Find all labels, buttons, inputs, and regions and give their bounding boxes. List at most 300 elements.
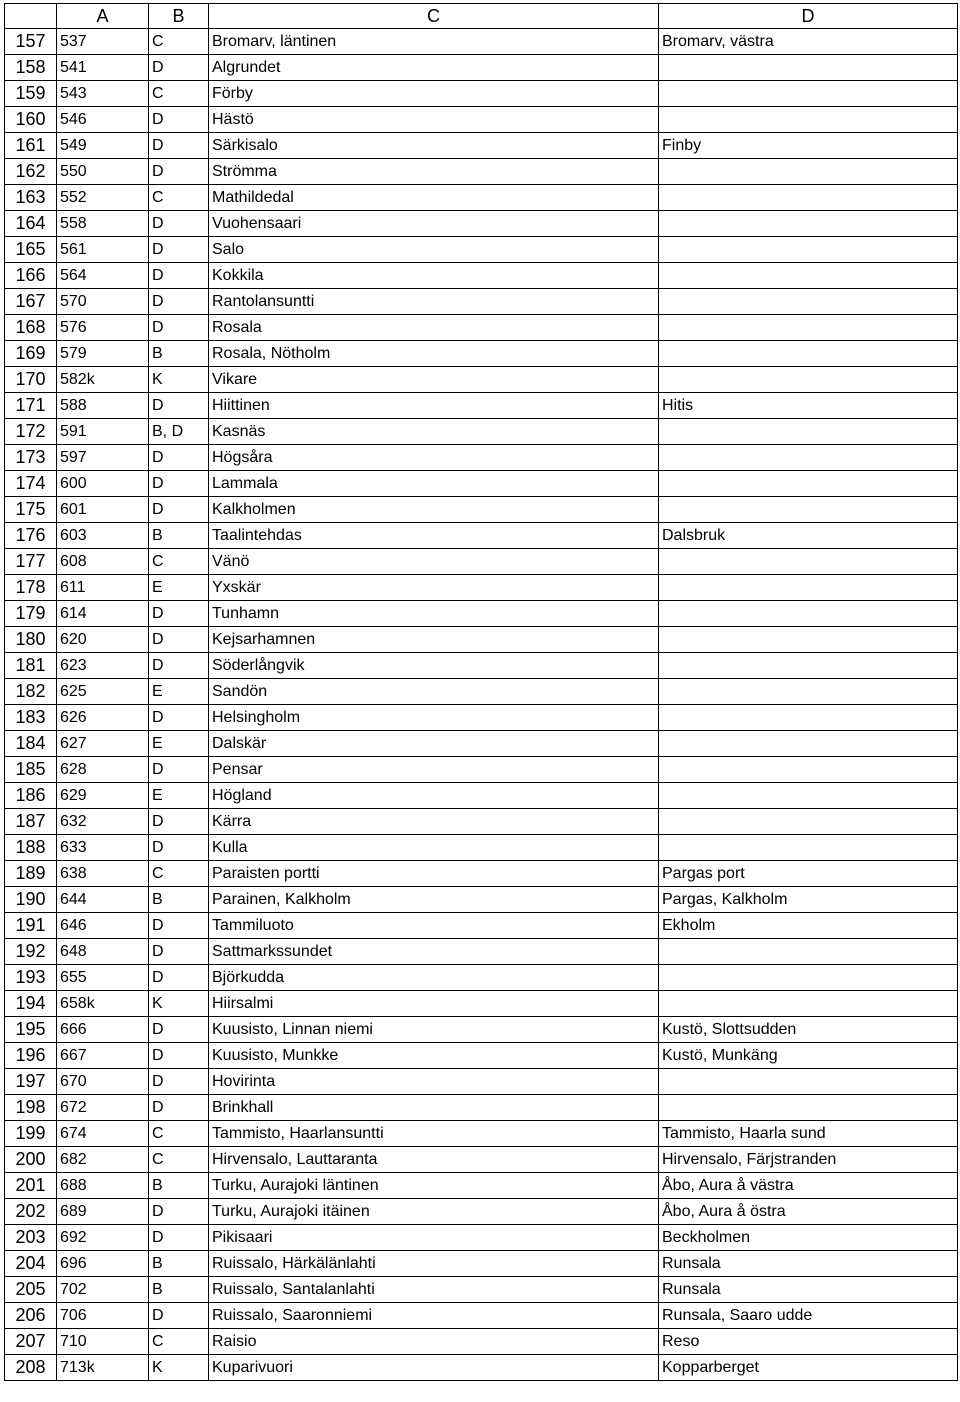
cell-d[interactable]: Pargas port [659, 861, 958, 887]
cell-c[interactable]: Algrundet [209, 55, 659, 81]
cell-c[interactable]: Kalkholmen [209, 497, 659, 523]
row-number[interactable]: 168 [5, 315, 57, 341]
cell-a[interactable]: 601 [57, 497, 149, 523]
cell-b[interactable]: E [149, 575, 209, 601]
cell-c[interactable]: Kuusisto, Linnan niemi [209, 1017, 659, 1043]
cell-d[interactable] [659, 627, 958, 653]
cell-c[interactable]: Tammisto, Haarlansuntti [209, 1121, 659, 1147]
table-row [5, 471, 958, 497]
row-number[interactable]: 198 [5, 1095, 57, 1121]
cell-d[interactable] [659, 289, 958, 315]
cell-d[interactable] [659, 939, 958, 965]
row-number[interactable]: 208 [5, 1355, 57, 1381]
cell-d[interactable] [659, 211, 958, 237]
cell-d[interactable] [659, 731, 958, 757]
cell-b[interactable]: D [149, 809, 209, 835]
table-row [5, 1329, 958, 1355]
cell-d[interactable] [659, 835, 958, 861]
table-row [5, 185, 958, 211]
cell-a[interactable]: 658k [57, 991, 149, 1017]
cell-c[interactable]: Vuohensaari [209, 211, 659, 237]
cell-a[interactable]: 579 [57, 341, 149, 367]
cell-b[interactable]: K [149, 991, 209, 1017]
cell-a[interactable]: 689 [57, 1199, 149, 1225]
column-header-a[interactable]: A [57, 4, 149, 29]
row-number[interactable]: 202 [5, 1199, 57, 1225]
cell-c[interactable]: Ruissalo, Saaronniemi [209, 1303, 659, 1329]
cell-c[interactable]: Rosala [209, 315, 659, 341]
cell-d[interactable] [659, 679, 958, 705]
cell-d[interactable]: Runsala, Saaro udde [659, 1303, 958, 1329]
cell-c[interactable]: Turku, Aurajoki itäinen [209, 1199, 659, 1225]
cell-b[interactable]: D [149, 1199, 209, 1225]
table-row [5, 757, 958, 783]
row-number[interactable]: 203 [5, 1225, 57, 1251]
cell-d[interactable] [659, 107, 958, 133]
cell-c[interactable]: Strömma [209, 159, 659, 185]
row-number[interactable]: 167 [5, 289, 57, 315]
cell-a[interactable]: 549 [57, 133, 149, 159]
cell-a[interactable]: 706 [57, 1303, 149, 1329]
table-row [5, 1043, 958, 1069]
row-number[interactable]: 159 [5, 81, 57, 107]
cell-b[interactable]: D [149, 497, 209, 523]
cell-a[interactable]: 620 [57, 627, 149, 653]
cell-a[interactable]: 550 [57, 159, 149, 185]
table-row [5, 367, 958, 393]
cell-d[interactable] [659, 341, 958, 367]
cell-b[interactable]: K [149, 367, 209, 393]
cell-b[interactable]: B [149, 1173, 209, 1199]
row-number[interactable]: 206 [5, 1303, 57, 1329]
cell-b[interactable]: C [149, 861, 209, 887]
row-number[interactable]: 199 [5, 1121, 57, 1147]
cell-d[interactable] [659, 653, 958, 679]
cell-b[interactable]: D [149, 705, 209, 731]
cell-c[interactable]: Taalintehdas [209, 523, 659, 549]
row-number[interactable]: 158 [5, 55, 57, 81]
table-row [5, 1277, 958, 1303]
row-number[interactable]: 170 [5, 367, 57, 393]
cell-d[interactable] [659, 55, 958, 81]
cell-b[interactable]: D [149, 1017, 209, 1043]
cell-b[interactable]: D [149, 1095, 209, 1121]
cell-d[interactable]: Kopparberget [659, 1355, 958, 1381]
cell-b[interactable]: C [149, 1329, 209, 1355]
cell-c[interactable]: Hästö [209, 107, 659, 133]
cell-a[interactable]: 672 [57, 1095, 149, 1121]
cell-a[interactable]: 666 [57, 1017, 149, 1043]
cell-a[interactable]: 608 [57, 549, 149, 575]
row-number[interactable]: 174 [5, 471, 57, 497]
cell-d[interactable] [659, 549, 958, 575]
cell-d[interactable] [659, 991, 958, 1017]
cell-d[interactable] [659, 263, 958, 289]
cell-b[interactable]: D [149, 939, 209, 965]
cell-c[interactable]: Pikisaari [209, 1225, 659, 1251]
cell-b[interactable]: D [149, 1225, 209, 1251]
corner-cell[interactable] [5, 4, 57, 29]
cell-c[interactable]: Kokkila [209, 263, 659, 289]
cell-c[interactable]: Hiittinen [209, 393, 659, 419]
row-number[interactable]: 184 [5, 731, 57, 757]
cell-a[interactable]: 588 [57, 393, 149, 419]
cell-c[interactable]: Ruissalo, Santalanlahti [209, 1277, 659, 1303]
cell-b[interactable]: B, D [149, 419, 209, 445]
table-row [5, 809, 958, 835]
table-row [5, 1095, 958, 1121]
cell-a[interactable]: 603 [57, 523, 149, 549]
cell-b[interactable]: D [149, 315, 209, 341]
table-row [5, 783, 958, 809]
cell-c[interactable]: Förby [209, 81, 659, 107]
cell-c[interactable]: Kulla [209, 835, 659, 861]
cell-a[interactable]: 632 [57, 809, 149, 835]
cell-a[interactable]: 644 [57, 887, 149, 913]
column-header-b[interactable]: B [149, 4, 209, 29]
cell-a[interactable]: 546 [57, 107, 149, 133]
cell-a[interactable]: 625 [57, 679, 149, 705]
row-number[interactable]: 196 [5, 1043, 57, 1069]
cell-c[interactable]: Hovirinta [209, 1069, 659, 1095]
cell-c[interactable]: Paraisten portti [209, 861, 659, 887]
cell-b[interactable]: D [149, 1069, 209, 1095]
table-row [5, 237, 958, 263]
row-number[interactable]: 183 [5, 705, 57, 731]
cell-d[interactable] [659, 445, 958, 471]
cell-c[interactable]: Kuusisto, Munkke [209, 1043, 659, 1069]
table-row [5, 601, 958, 627]
table-row [5, 679, 958, 705]
cell-a[interactable]: 627 [57, 731, 149, 757]
row-number[interactable]: 176 [5, 523, 57, 549]
table-row [5, 991, 958, 1017]
cell-b[interactable]: D [149, 211, 209, 237]
cell-a[interactable]: 646 [57, 913, 149, 939]
cell-b[interactable]: B [149, 1277, 209, 1303]
cell-a[interactable]: 667 [57, 1043, 149, 1069]
table-row [5, 81, 958, 107]
row-number[interactable]: 179 [5, 601, 57, 627]
row-number[interactable]: 157 [5, 29, 57, 55]
cell-d[interactable] [659, 1069, 958, 1095]
cell-d[interactable]: Kustö, Munkäng [659, 1043, 958, 1069]
table-row [5, 1121, 958, 1147]
cell-d[interactable]: Finby [659, 133, 958, 159]
cell-a[interactable]: 674 [57, 1121, 149, 1147]
cell-a[interactable]: 558 [57, 211, 149, 237]
cell-d[interactable]: Hitis [659, 393, 958, 419]
cell-b[interactable]: D [149, 159, 209, 185]
row-number[interactable]: 189 [5, 861, 57, 887]
cell-c[interactable]: Turku, Aurajoki läntinen [209, 1173, 659, 1199]
cell-c[interactable]: Mathildedal [209, 185, 659, 211]
cell-b[interactable]: D [149, 601, 209, 627]
cell-d[interactable]: Hirvensalo, Färjstranden [659, 1147, 958, 1173]
row-number[interactable]: 172 [5, 419, 57, 445]
cell-a[interactable]: 623 [57, 653, 149, 679]
cell-c[interactable]: Högland [209, 783, 659, 809]
table-row [5, 341, 958, 367]
row-number[interactable]: 181 [5, 653, 57, 679]
cell-c[interactable]: Sattmarkssundet [209, 939, 659, 965]
cell-d[interactable]: Åbo, Aura å västra [659, 1173, 958, 1199]
column-header-row [5, 4, 958, 29]
cell-c[interactable]: Pensar [209, 757, 659, 783]
cell-b[interactable]: C [149, 29, 209, 55]
row-number[interactable]: 182 [5, 679, 57, 705]
cell-a[interactable]: 670 [57, 1069, 149, 1095]
cell-d[interactable] [659, 419, 958, 445]
cell-c[interactable]: Kuparivuori [209, 1355, 659, 1381]
cell-a[interactable]: 591 [57, 419, 149, 445]
row-number[interactable]: 164 [5, 211, 57, 237]
table-row [5, 965, 958, 991]
cell-b[interactable]: D [149, 237, 209, 263]
cell-c[interactable]: Rantolansuntti [209, 289, 659, 315]
table-body [5, 29, 958, 1381]
cell-c[interactable]: Brinkhall [209, 1095, 659, 1121]
row-number[interactable]: 193 [5, 965, 57, 991]
cell-b[interactable]: D [149, 835, 209, 861]
row-number[interactable]: 204 [5, 1251, 57, 1277]
cell-a[interactable]: 570 [57, 289, 149, 315]
cell-c[interactable]: Salo [209, 237, 659, 263]
row-number[interactable]: 180 [5, 627, 57, 653]
row-number[interactable]: 165 [5, 237, 57, 263]
cell-b[interactable]: D [149, 107, 209, 133]
cell-d[interactable]: Tammisto, Haarla sund [659, 1121, 958, 1147]
cell-d[interactable]: Reso [659, 1329, 958, 1355]
row-number[interactable]: 205 [5, 1277, 57, 1303]
cell-a[interactable]: 713k [57, 1355, 149, 1381]
cell-b[interactable]: D [149, 471, 209, 497]
table-row [5, 315, 958, 341]
cell-c[interactable]: Lammala [209, 471, 659, 497]
cell-c[interactable]: Hirvensalo, Lauttaranta [209, 1147, 659, 1173]
table-row [5, 731, 958, 757]
cell-d[interactable]: Ekholm [659, 913, 958, 939]
cell-d[interactable] [659, 965, 958, 991]
cell-a[interactable]: 629 [57, 783, 149, 809]
row-number[interactable]: 166 [5, 263, 57, 289]
cell-d[interactable] [659, 159, 958, 185]
cell-c[interactable]: Söderlångvik [209, 653, 659, 679]
row-number[interactable]: 187 [5, 809, 57, 835]
column-header-c[interactable]: C [209, 4, 659, 29]
cell-b[interactable]: D [149, 627, 209, 653]
cell-b[interactable]: C [149, 185, 209, 211]
cell-c[interactable]: Tammiluoto [209, 913, 659, 939]
cell-a[interactable]: 561 [57, 237, 149, 263]
table-row [5, 1303, 958, 1329]
cell-c[interactable]: Hiirsalmi [209, 991, 659, 1017]
cell-b[interactable]: D [149, 289, 209, 315]
row-number[interactable]: 163 [5, 185, 57, 211]
cell-b[interactable]: K [149, 1355, 209, 1381]
cell-d[interactable] [659, 497, 958, 523]
cell-a[interactable]: 638 [57, 861, 149, 887]
cell-a[interactable]: 702 [57, 1277, 149, 1303]
row-number[interactable]: 192 [5, 939, 57, 965]
row-number[interactable]: 173 [5, 445, 57, 471]
cell-a[interactable]: 552 [57, 185, 149, 211]
cell-c[interactable]: Tunhamn [209, 601, 659, 627]
cell-a[interactable]: 633 [57, 835, 149, 861]
table-row [5, 1199, 958, 1225]
cell-a[interactable]: 541 [57, 55, 149, 81]
row-number[interactable]: 178 [5, 575, 57, 601]
cell-b[interactable]: E [149, 679, 209, 705]
row-number[interactable]: 190 [5, 887, 57, 913]
cell-b[interactable]: D [149, 913, 209, 939]
cell-a[interactable]: 696 [57, 1251, 149, 1277]
row-number[interactable]: 177 [5, 549, 57, 575]
cell-b[interactable]: D [149, 263, 209, 289]
cell-b[interactable]: B [149, 1251, 209, 1277]
cell-c[interactable]: Björkudda [209, 965, 659, 991]
cell-a[interactable]: 628 [57, 757, 149, 783]
table-row [5, 835, 958, 861]
cell-c[interactable]: Helsingholm [209, 705, 659, 731]
row-number[interactable]: 161 [5, 133, 57, 159]
table-row [5, 159, 958, 185]
table-row [5, 653, 958, 679]
cell-c[interactable]: Högsåra [209, 445, 659, 471]
cell-c[interactable]: Vikare [209, 367, 659, 393]
cell-a[interactable]: 710 [57, 1329, 149, 1355]
cell-a[interactable]: 597 [57, 445, 149, 471]
cell-d[interactable] [659, 1095, 958, 1121]
cell-b[interactable]: B [149, 523, 209, 549]
row-number[interactable]: 195 [5, 1017, 57, 1043]
cell-c[interactable]: Raisio [209, 1329, 659, 1355]
cell-c[interactable]: Yxskär [209, 575, 659, 601]
cell-a[interactable]: 564 [57, 263, 149, 289]
row-number[interactable]: 169 [5, 341, 57, 367]
cell-c[interactable]: Vänö [209, 549, 659, 575]
cell-b[interactable]: D [149, 757, 209, 783]
cell-a[interactable]: 600 [57, 471, 149, 497]
row-number[interactable]: 200 [5, 1147, 57, 1173]
cell-d[interactable] [659, 185, 958, 211]
cell-b[interactable]: C [149, 1121, 209, 1147]
cell-a[interactable]: 692 [57, 1225, 149, 1251]
cell-c[interactable]: Ruissalo, Härkälänlahti [209, 1251, 659, 1277]
cell-d[interactable] [659, 705, 958, 731]
cell-b[interactable]: D [149, 133, 209, 159]
cell-a[interactable]: 648 [57, 939, 149, 965]
row-number[interactable]: 162 [5, 159, 57, 185]
column-header-d[interactable]: D [659, 4, 958, 29]
cell-b[interactable]: D [149, 1043, 209, 1069]
cell-b[interactable]: C [149, 1147, 209, 1173]
row-number[interactable]: 201 [5, 1173, 57, 1199]
cell-b[interactable]: D [149, 393, 209, 419]
cell-a[interactable]: 582k [57, 367, 149, 393]
cell-d[interactable]: Dalsbruk [659, 523, 958, 549]
cell-d[interactable] [659, 757, 958, 783]
row-number[interactable]: 197 [5, 1069, 57, 1095]
table-row [5, 497, 958, 523]
cell-b[interactable]: D [149, 965, 209, 991]
row-number[interactable]: 188 [5, 835, 57, 861]
cell-d[interactable] [659, 237, 958, 263]
cell-b[interactable]: E [149, 783, 209, 809]
row-number[interactable]: 194 [5, 991, 57, 1017]
cell-d[interactable]: Runsala [659, 1251, 958, 1277]
table-row [5, 939, 958, 965]
cell-c[interactable]: Bromarv, läntinen [209, 29, 659, 55]
cell-c[interactable]: Dalskär [209, 731, 659, 757]
cell-d[interactable]: Kustö, Slottsudden [659, 1017, 958, 1043]
cell-d[interactable] [659, 471, 958, 497]
row-number[interactable]: 185 [5, 757, 57, 783]
cell-c[interactable]: Kejsarhamnen [209, 627, 659, 653]
table-row [5, 861, 958, 887]
table-row [5, 575, 958, 601]
cell-d[interactable]: Bromarv, västra [659, 29, 958, 55]
cell-d[interactable] [659, 601, 958, 627]
cell-c[interactable]: Parainen, Kalkholm [209, 887, 659, 913]
cell-a[interactable]: 682 [57, 1147, 149, 1173]
cell-b[interactable]: C [149, 81, 209, 107]
cell-d[interactable]: Pargas, Kalkholm [659, 887, 958, 913]
cell-c[interactable]: Kärra [209, 809, 659, 835]
cell-d[interactable] [659, 809, 958, 835]
row-number[interactable]: 191 [5, 913, 57, 939]
cell-c[interactable]: Kasnäs [209, 419, 659, 445]
row-number[interactable]: 207 [5, 1329, 57, 1355]
row-number[interactable]: 171 [5, 393, 57, 419]
cell-a[interactable]: 537 [57, 29, 149, 55]
table-row [5, 263, 958, 289]
cell-a[interactable]: 576 [57, 315, 149, 341]
cell-a[interactable]: 688 [57, 1173, 149, 1199]
cell-d[interactable] [659, 783, 958, 809]
cell-a[interactable]: 626 [57, 705, 149, 731]
cell-d[interactable] [659, 367, 958, 393]
table-row [5, 419, 958, 445]
cell-a[interactable]: 655 [57, 965, 149, 991]
row-number[interactable]: 160 [5, 107, 57, 133]
table-row [5, 523, 958, 549]
cell-d[interactable] [659, 81, 958, 107]
cell-c[interactable]: Sandön [209, 679, 659, 705]
cell-a[interactable]: 614 [57, 601, 149, 627]
cell-d[interactable] [659, 575, 958, 601]
cell-c[interactable]: Rosala, Nötholm [209, 341, 659, 367]
cell-b[interactable]: B [149, 887, 209, 913]
cell-b[interactable]: B [149, 341, 209, 367]
cell-a[interactable]: 543 [57, 81, 149, 107]
cell-b[interactable]: D [149, 445, 209, 471]
cell-d[interactable]: Beckholmen [659, 1225, 958, 1251]
cell-b[interactable]: D [149, 55, 209, 81]
cell-b[interactable]: D [149, 1303, 209, 1329]
row-number[interactable]: 175 [5, 497, 57, 523]
cell-d[interactable]: Runsala [659, 1277, 958, 1303]
table-row [5, 1251, 958, 1277]
cell-d[interactable] [659, 315, 958, 341]
cell-b[interactable]: D [149, 653, 209, 679]
cell-a[interactable]: 611 [57, 575, 149, 601]
cell-b[interactable]: E [149, 731, 209, 757]
cell-c[interactable]: Särkisalo [209, 133, 659, 159]
row-number[interactable]: 186 [5, 783, 57, 809]
cell-b[interactable]: C [149, 549, 209, 575]
cell-d[interactable]: Åbo, Aura å östra [659, 1199, 958, 1225]
